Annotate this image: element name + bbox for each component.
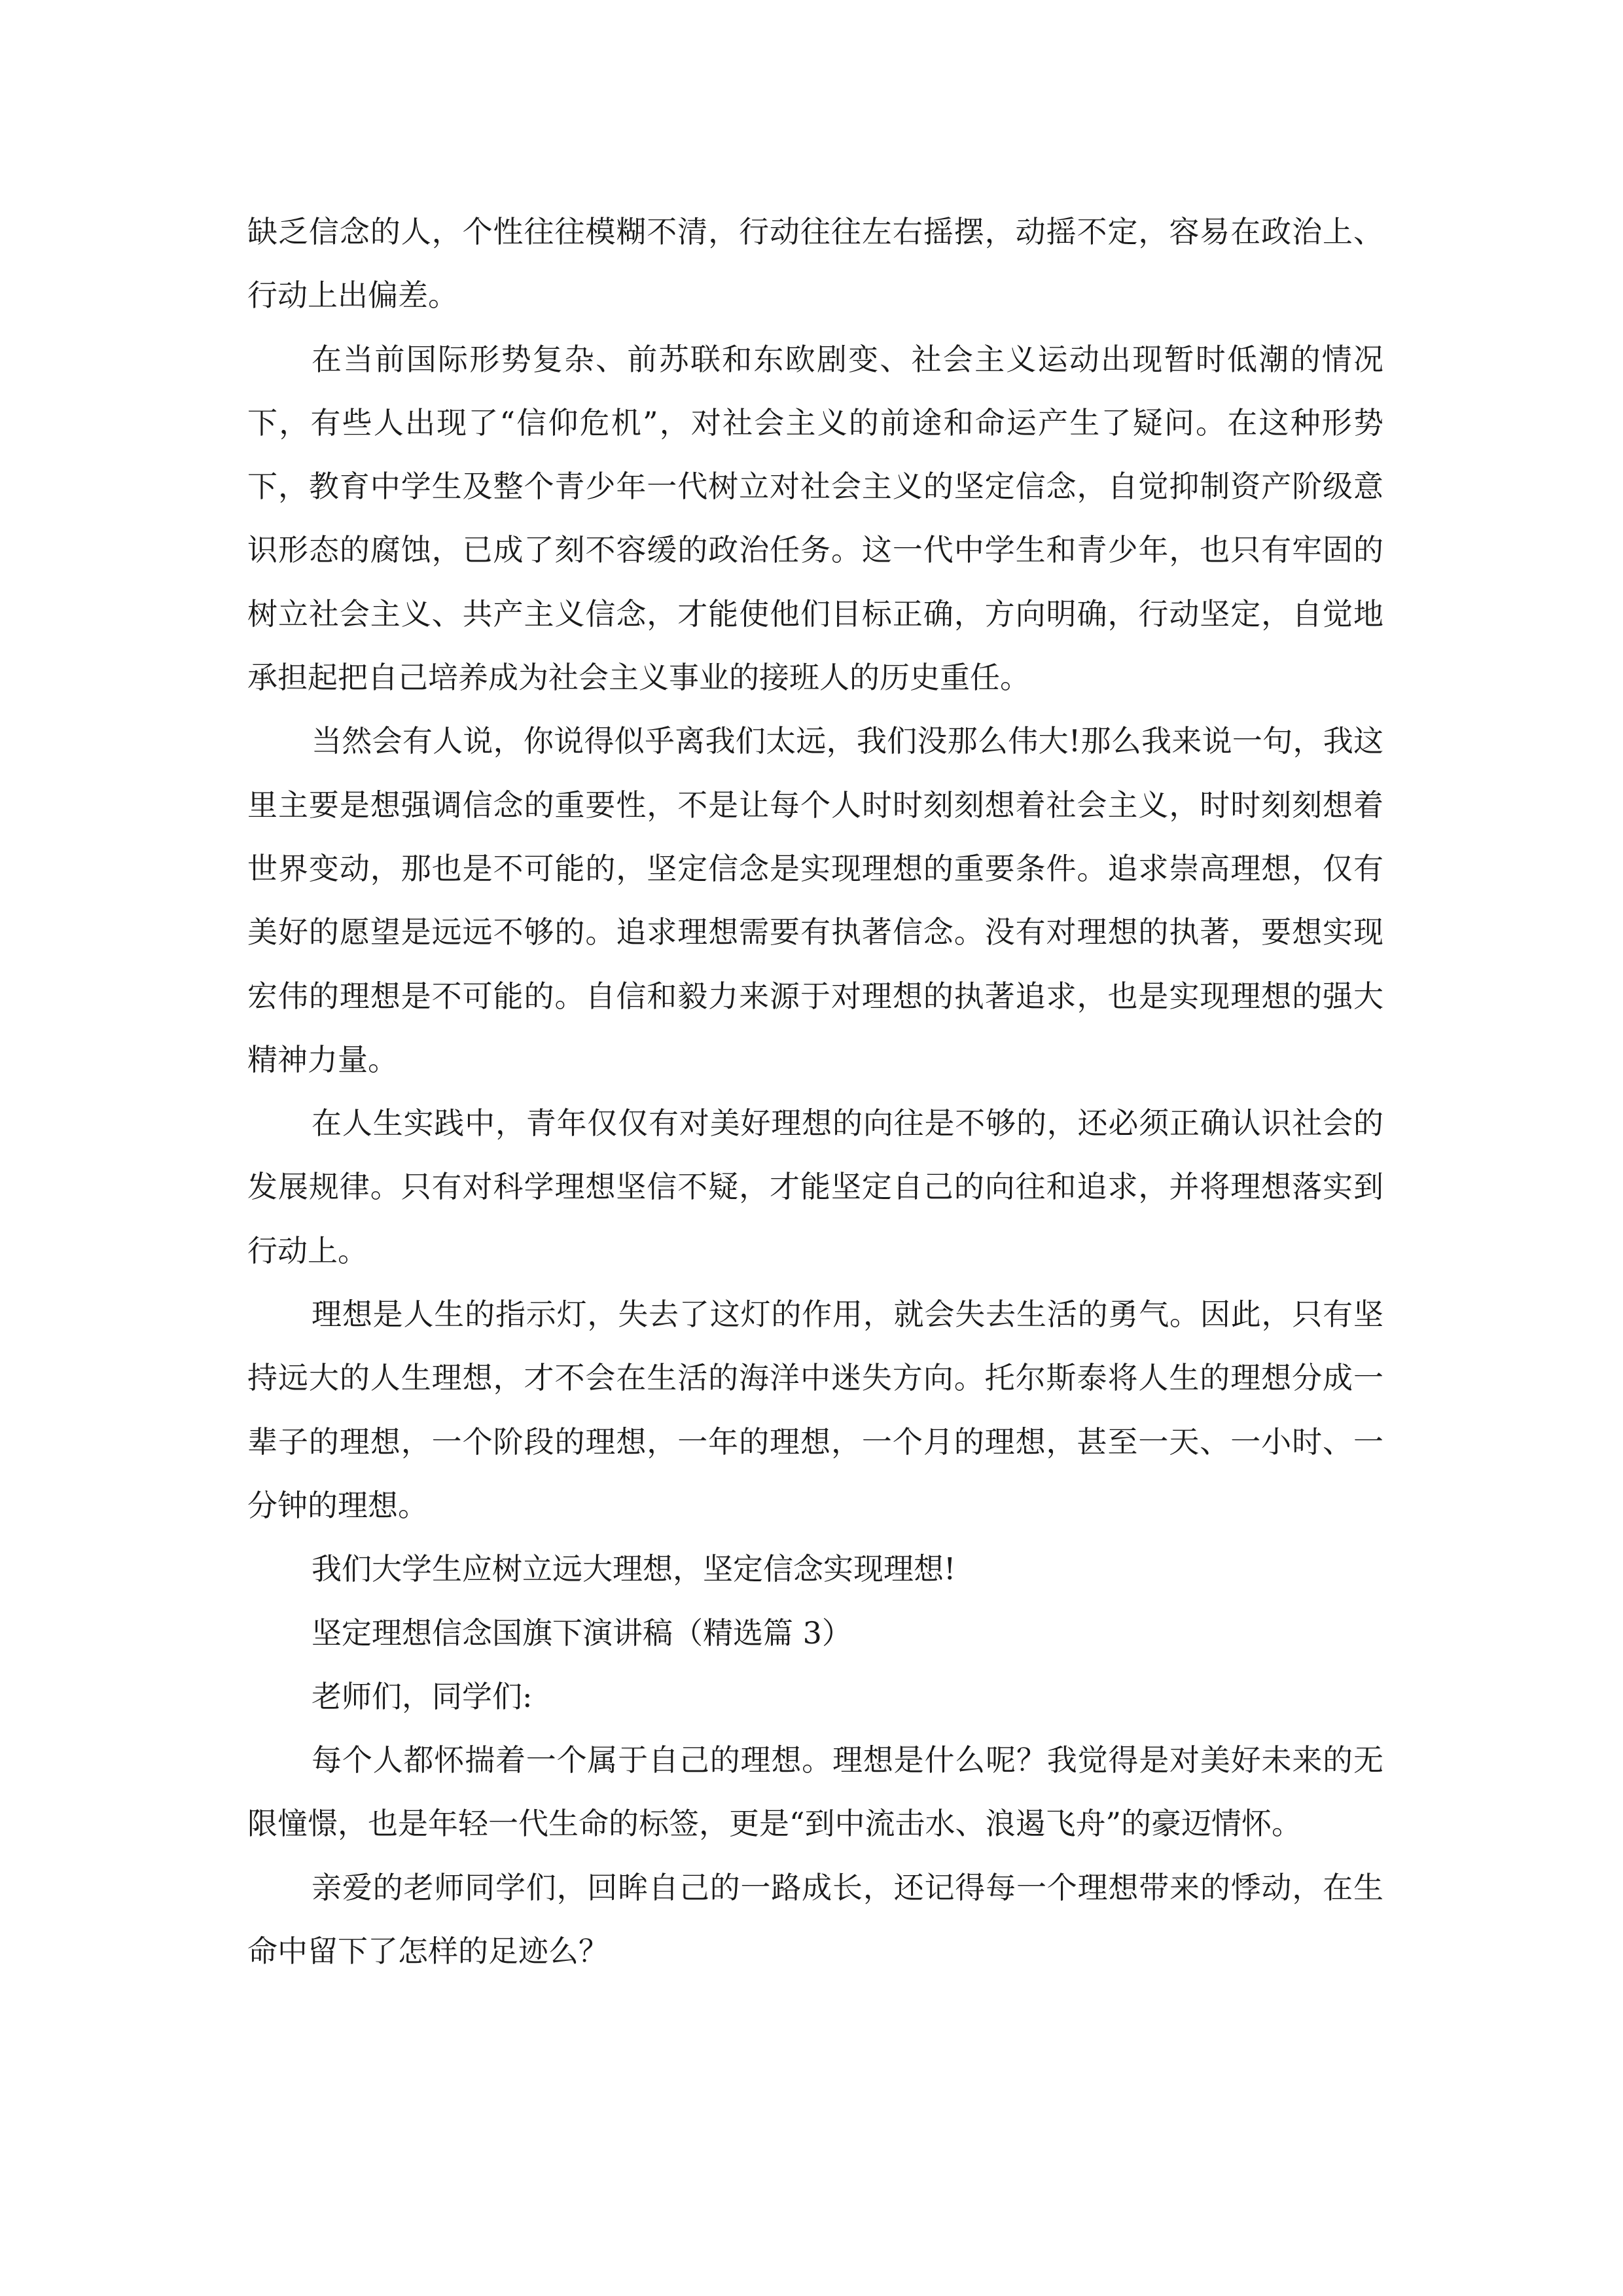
paragraph: 在人生实践中，青年仅仅有对美好理想的向往是不够的，还必须正确认识社会的发展规律。只有对科学理想坚信不疑，才能坚定自己的向往和追求，并将理想落实到行动上。: [247, 1105, 1383, 1268]
paragraph: 我们大学生应树立远大理想，坚定信念实现理想!: [312, 1551, 956, 1587]
paragraph: 理想是人生的指示灯，失去了这灯的作用，就会失去生活的勇气。因此，只有坚持远大的人生理想，才不会在生活的海洋中迷失方向。托尔斯泰将人生的理想分成一辈子的理想，一个阶段的理想，一年的理想，一个月的理想，甚至一天、一小时、一分钟的理想。: [247, 1297, 1383, 1523]
salutation: 老师们，同学们:: [312, 1678, 533, 1714]
document-body: [247, 200, 1383, 1983]
paragraph-continuation: 缺乏信念的人，个性往往模糊不清，行动往往左右摇摆，动摇不定，容易在政治上、行动上出偏差。: [247, 214, 1383, 314]
paragraph: 亲爱的老师同学们，回眸自己的一路成长，还记得每一个理想带来的悸动，在生命中留下了怎样的足迹么？: [247, 1869, 1383, 1969]
paragraph: 每个人都怀揣着一个属于自己的理想。理想是什么呢？我觉得是对美好未来的无限憧憬，也是年轻一代生命的标签，更是“到中流击水、浪遏飞舟”的豪迈情怀。: [247, 1742, 1383, 1842]
paragraph: 当然会有人说，你说得似乎离我们太远，我们没那么伟大!那么我来说一句，我这里主要是想强调信念的重要性，不是让每个人时时刻刻想着社会主义，时时刻刻想着世界变动，那也是不可能的，坚定信念是实现理想的重要条件。追求崇高理想，仅有美好的愿望是远远不够的。追求理想需要有执著信念。没有对理想的执著，要想实现宏伟的理想是不可能的。自信和毅力来源于对理想的执著追求，也是实现理想的强大精神力量。: [247, 723, 1383, 1077]
section-heading: 坚定理想信念国旗下演讲稿（精选篇 3）: [312, 1615, 852, 1651]
paragraph: 在当前国际形势复杂、前苏联和东欧剧变、社会主义运动出现暂时低潮的情况下，有些人出现了“信仰危机”，对社会主义的前途和命运产生了疑问。在这种形势下，教育中学生及整个青少年一代树立对社会主义的坚定信念，自觉抑制资产阶级意识形态的腐蚀，已成了刻不容缓的政治任务。这一代中学生和青少年，也只有牢固的树立社会主义、共产主义信念，才能使他们目标正确，方向明确，行动坚定，自觉地承担起把自己培养成为社会主义事业的接班人的历史重任。: [247, 341, 1383, 696]
